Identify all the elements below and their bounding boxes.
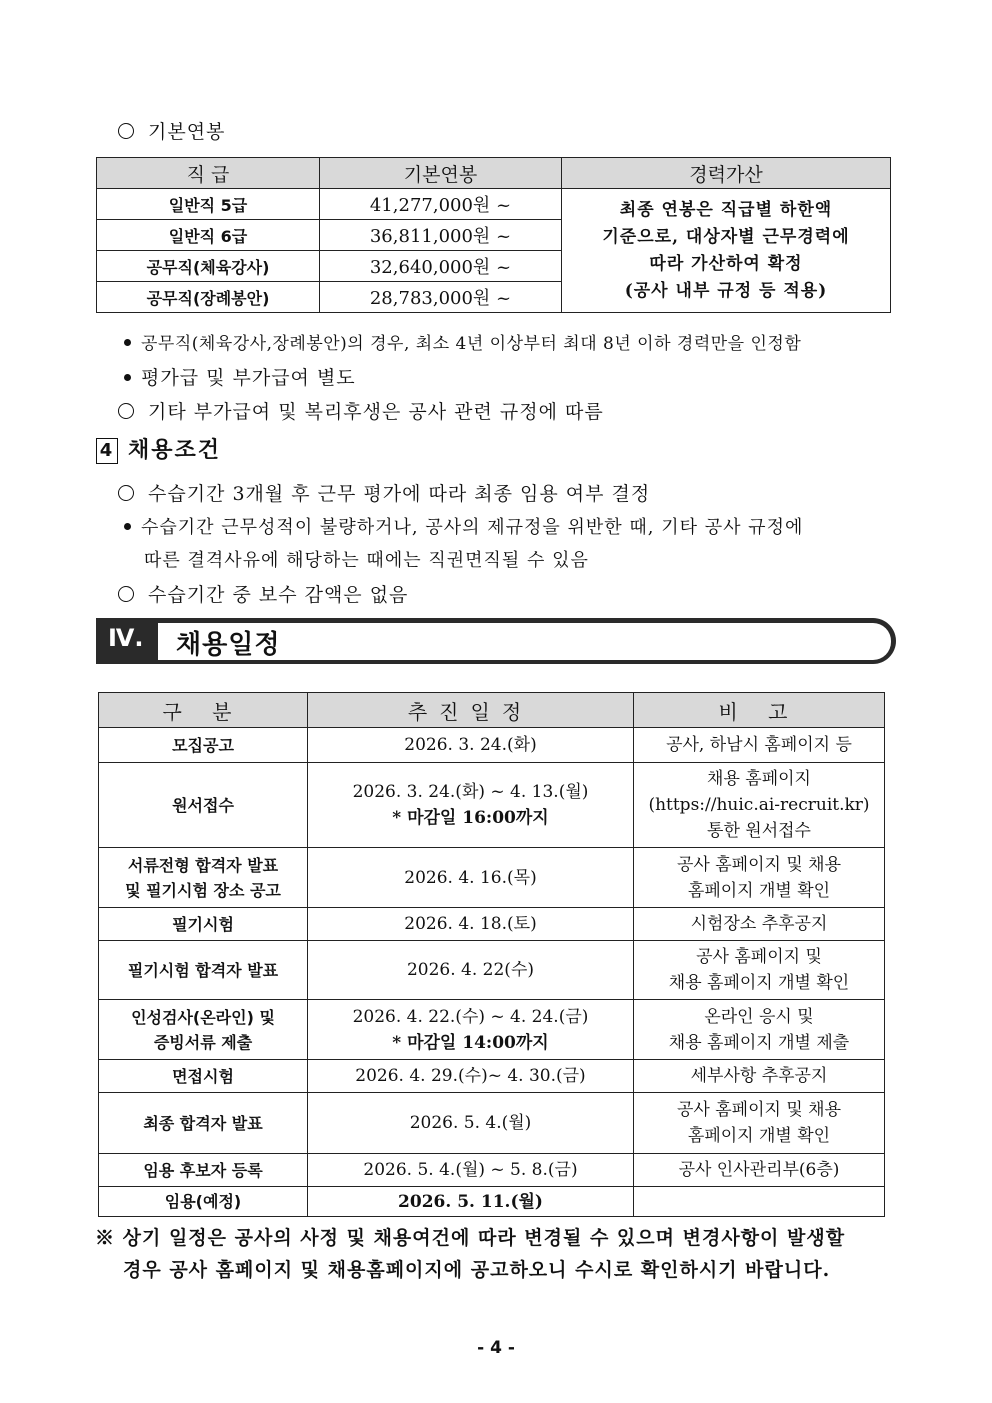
dot-bullet-icon xyxy=(124,374,131,381)
salary-bullet-2: 평가급 및 부가급여 별도 xyxy=(124,363,356,390)
schedule-date: 2026. 4. 22.(수) ~ 4. 24.(금) * 마감일 14:00까지 xyxy=(308,1000,634,1060)
table-row xyxy=(99,728,885,763)
section-title: 채용일정 xyxy=(176,630,281,660)
salary-header-career: 경력가산 xyxy=(562,158,891,189)
schedule-note: 공사 홈페이지 및 채용 홈페이지 개별 확인 xyxy=(634,848,885,908)
section-number-box: 4 xyxy=(96,438,118,464)
schedule-date: 2026. 3. 24.(화) ~ 4. 13.(월) * 마감일 16:00까지 xyxy=(308,763,634,848)
schedule-category: 필기시험 xyxy=(99,908,308,941)
salary-table xyxy=(96,157,891,313)
dot-bullet-icon xyxy=(124,339,131,346)
salary-grade: 공무직(체육강사) xyxy=(97,251,320,282)
schedule-date: 2026. 5. 11.(월) xyxy=(308,1187,634,1217)
schedule-category: 서류전형 합격자 발표 및 필기시험 장소 공고 xyxy=(99,848,308,908)
schedule-note: 세부사항 추후공지 xyxy=(634,1060,885,1093)
schedule-date: 2026. 4. 22(수) xyxy=(308,941,634,1000)
circle-bullet-icon xyxy=(118,403,134,419)
salary-amount: 28,783,000원 ~ xyxy=(320,282,562,313)
schedule-category: 면접시험 xyxy=(99,1060,308,1093)
conditions-heading: 4 채용조건 xyxy=(96,433,221,464)
schedule-note xyxy=(634,1187,885,1217)
schedule-note: 공사 홈페이지 및 채용 홈페이지 개별 확인 xyxy=(634,1093,885,1154)
salary-grade: 일반직 6급 xyxy=(97,220,320,251)
salary-header-amount: 기본연봉 xyxy=(320,158,562,189)
circle-bullet-icon xyxy=(118,586,134,602)
conditions-bullet-cont: 따른 결격사유에 해당하는 때에는 직권면직될 수 있음 xyxy=(144,550,589,571)
salary-bullet-1: 공무직(체육강사,장례봉안)의 경우, 최소 4년 이상부터 최대 8년 이하 경력만을 인정함 xyxy=(124,329,801,354)
schedule-category: 인성검사(온라인) 및 증빙서류 제출 xyxy=(99,1000,308,1060)
salary-grade: 일반직 5급 xyxy=(97,189,320,220)
career-note: 최종 연봉은 직급별 하한액 기준으로, 대상자별 근무경력에 따라 가산하여 확정 (공사 내부 규정 등 적용) xyxy=(562,189,891,313)
table-row xyxy=(99,1154,885,1187)
conditions-item-2: 수습기간 중 보수 감액은 없음 xyxy=(118,580,408,607)
schedule-header-note: 비 고 xyxy=(634,693,885,728)
salary-heading: 기본연봉 xyxy=(118,117,225,144)
schedule-note: 온라인 응시 및 채용 홈페이지 개별 제출 xyxy=(634,1000,885,1060)
table-row xyxy=(99,908,885,941)
table-row xyxy=(99,763,885,848)
schedule-category: 최종 합격자 발표 xyxy=(99,1093,308,1154)
page-number: - 4 - xyxy=(477,1338,515,1358)
schedule-note: 시험장소 추후공지 xyxy=(634,908,885,941)
salary-header-grade: 직 급 xyxy=(97,158,320,189)
salary-amount: 32,640,000원 ~ xyxy=(320,251,562,282)
schedule-category: 모집공고 xyxy=(99,728,308,763)
section-roman-numeral: Ⅳ. xyxy=(108,624,144,652)
schedule-category: 임용(예정) xyxy=(99,1187,308,1217)
section-banner xyxy=(96,618,898,666)
schedule-category: 임용 후보자 등록 xyxy=(99,1154,308,1187)
schedule-footnote: ※ 상기 일정은 공사의 사정 및 채용여건에 따라 변경될 수 있으며 변경사항이 발생할 경우 공사 홈페이지 및 채용홈페이지에 공고하오니 수시로 확인하시기 바랍니다. xyxy=(95,1227,846,1281)
schedule-note: 채용 홈페이지 (https://huic.ai-recruit.kr) 통한 원서접수 xyxy=(634,763,885,848)
table-row xyxy=(99,941,885,1000)
schedule-category: 원서접수 xyxy=(99,763,308,848)
schedule-date: 2026. 5. 4.(월) xyxy=(308,1093,634,1154)
schedule-date: 2026. 4. 18.(토) xyxy=(308,908,634,941)
schedule-note: 공사 인사관리부(6층) xyxy=(634,1154,885,1187)
salary-grade: 공무직(장례봉안) xyxy=(97,282,320,313)
schedule-header-category: 구 분 xyxy=(99,693,308,728)
table-row xyxy=(99,848,885,908)
schedule-date: 2026. 4. 16.(목) xyxy=(308,848,634,908)
conditions-item-1: 수습기간 3개월 후 근무 평가에 따라 최종 임용 여부 결정 xyxy=(118,479,650,506)
schedule-note: 공사, 하남시 홈페이지 등 xyxy=(634,728,885,763)
schedule-date: 2026. 5. 4.(월) ~ 5. 8.(금) xyxy=(308,1154,634,1187)
table-row xyxy=(99,1187,885,1217)
schedule-date: 2026. 3. 24.(화) xyxy=(308,728,634,763)
conditions-bullet: 수습기간 근무성적이 불량하거나, 공사의 제규정을 위반한 때, 기타 공사 규정에 xyxy=(124,513,803,539)
schedule-note: 공사 홈페이지 및 채용 홈페이지 개별 확인 xyxy=(634,941,885,1000)
salary-amount: 36,811,000원 ~ xyxy=(320,220,562,251)
table-row xyxy=(99,1060,885,1093)
dot-bullet-icon xyxy=(124,523,131,530)
circle-bullet-icon xyxy=(118,123,134,139)
circle-bullet-icon xyxy=(118,485,134,501)
schedule-table xyxy=(98,692,885,1217)
schedule-header-date: 추진일정 xyxy=(308,693,634,728)
table-row xyxy=(99,1093,885,1154)
salary-other: 기타 부가급여 및 복리후생은 공사 관련 규정에 따름 xyxy=(118,397,604,424)
schedule-date: 2026. 4. 29.(수)~ 4. 30.(금) xyxy=(308,1060,634,1093)
table-row xyxy=(99,1000,885,1060)
salary-amount: 41,277,000원 ~ xyxy=(320,189,562,220)
schedule-category: 필기시험 합격자 발표 xyxy=(99,941,308,1000)
